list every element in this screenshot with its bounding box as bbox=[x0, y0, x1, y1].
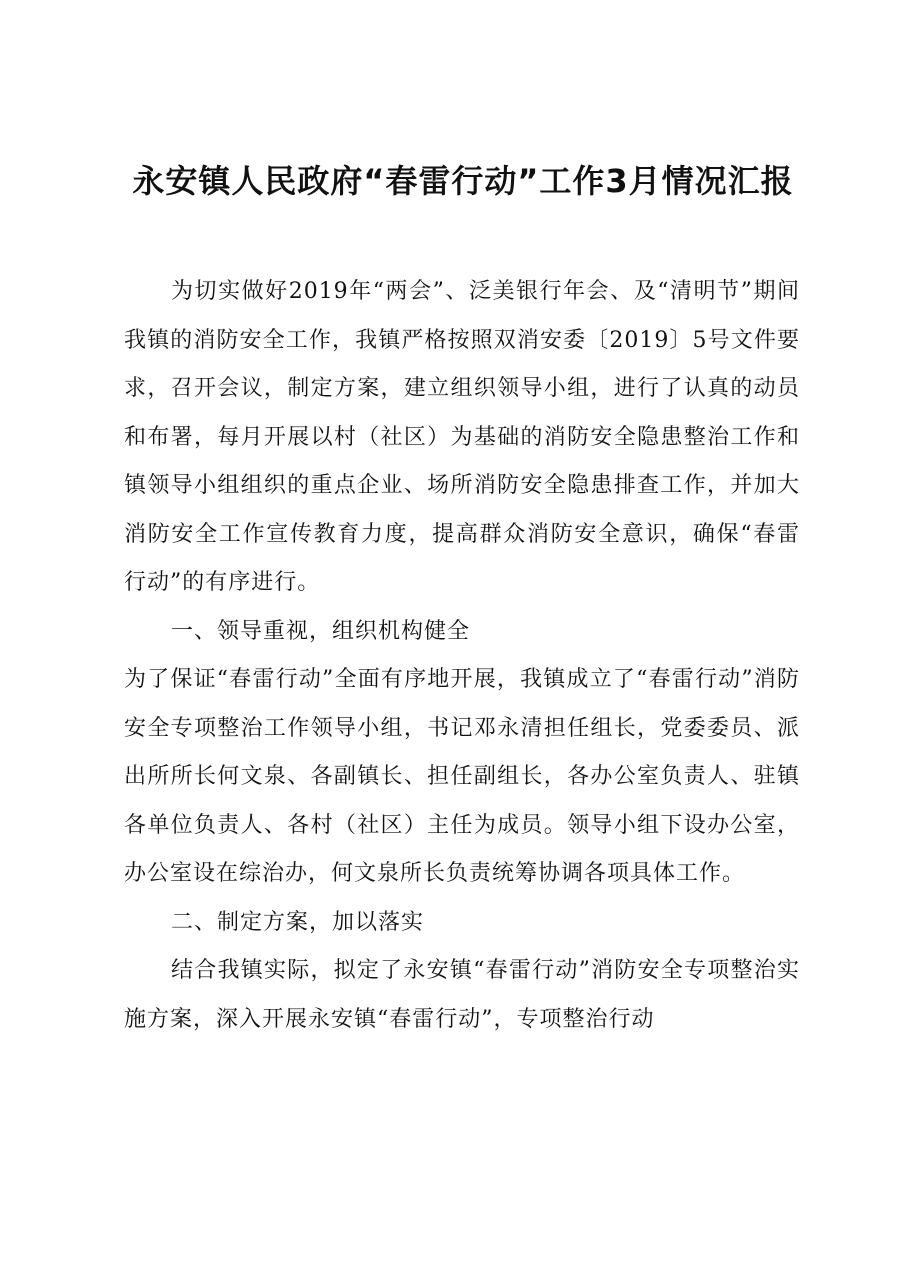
document-title: 永安镇人民政府“春雷行动”工作3月情况汇报 bbox=[132, 162, 794, 200]
document-body bbox=[124, 268, 800, 1044]
paragraph-section-1: 为了保证“春雷行动”全面有序地开展，我镇成立了“春雷行动”消防安全专项整治工作领导小组，书记邓永清担任组长，党委委员、派出所所长何文泉、各副镇长、担任副组长，各办公室负责人、驻镇各单位负责人、各村（社区）主任为成员。领导小组下设办公室，办公室设在综治办，何文泉所长负责统筹协调各项具体工作。 bbox=[124, 667, 800, 886]
section-heading-1: 一、领导重视，组织机构健全 bbox=[171, 618, 471, 644]
section-heading-2: 二、制定方案，加以落实 bbox=[171, 909, 425, 935]
paragraph-section-2: 结合我镇实际，拟定了永安镇“春雷行动”消防安全专项整治实施方案，深入开展永安镇“春雷行动”，专项整治行动 bbox=[124, 958, 800, 1032]
paragraph-intro: 为切实做好2019年“两会”、泛美银行年会、及“清明节”期间我镇的消防安全工作，我镇严格按照双消安委〔2019〕5号文件要求，召开会议，制定方案，建立组织领导小组，进行了认真的动员和布署，每月开展以村（社区）为基础的消防安全隐患整治工作和镇领导小组组织的重点企业、场所消防安全隐患排查工作，并加大消防安全工作宣传教育力度，提高群众消防安全意识，确保“春雷行动”的有序进行。 bbox=[124, 279, 800, 595]
